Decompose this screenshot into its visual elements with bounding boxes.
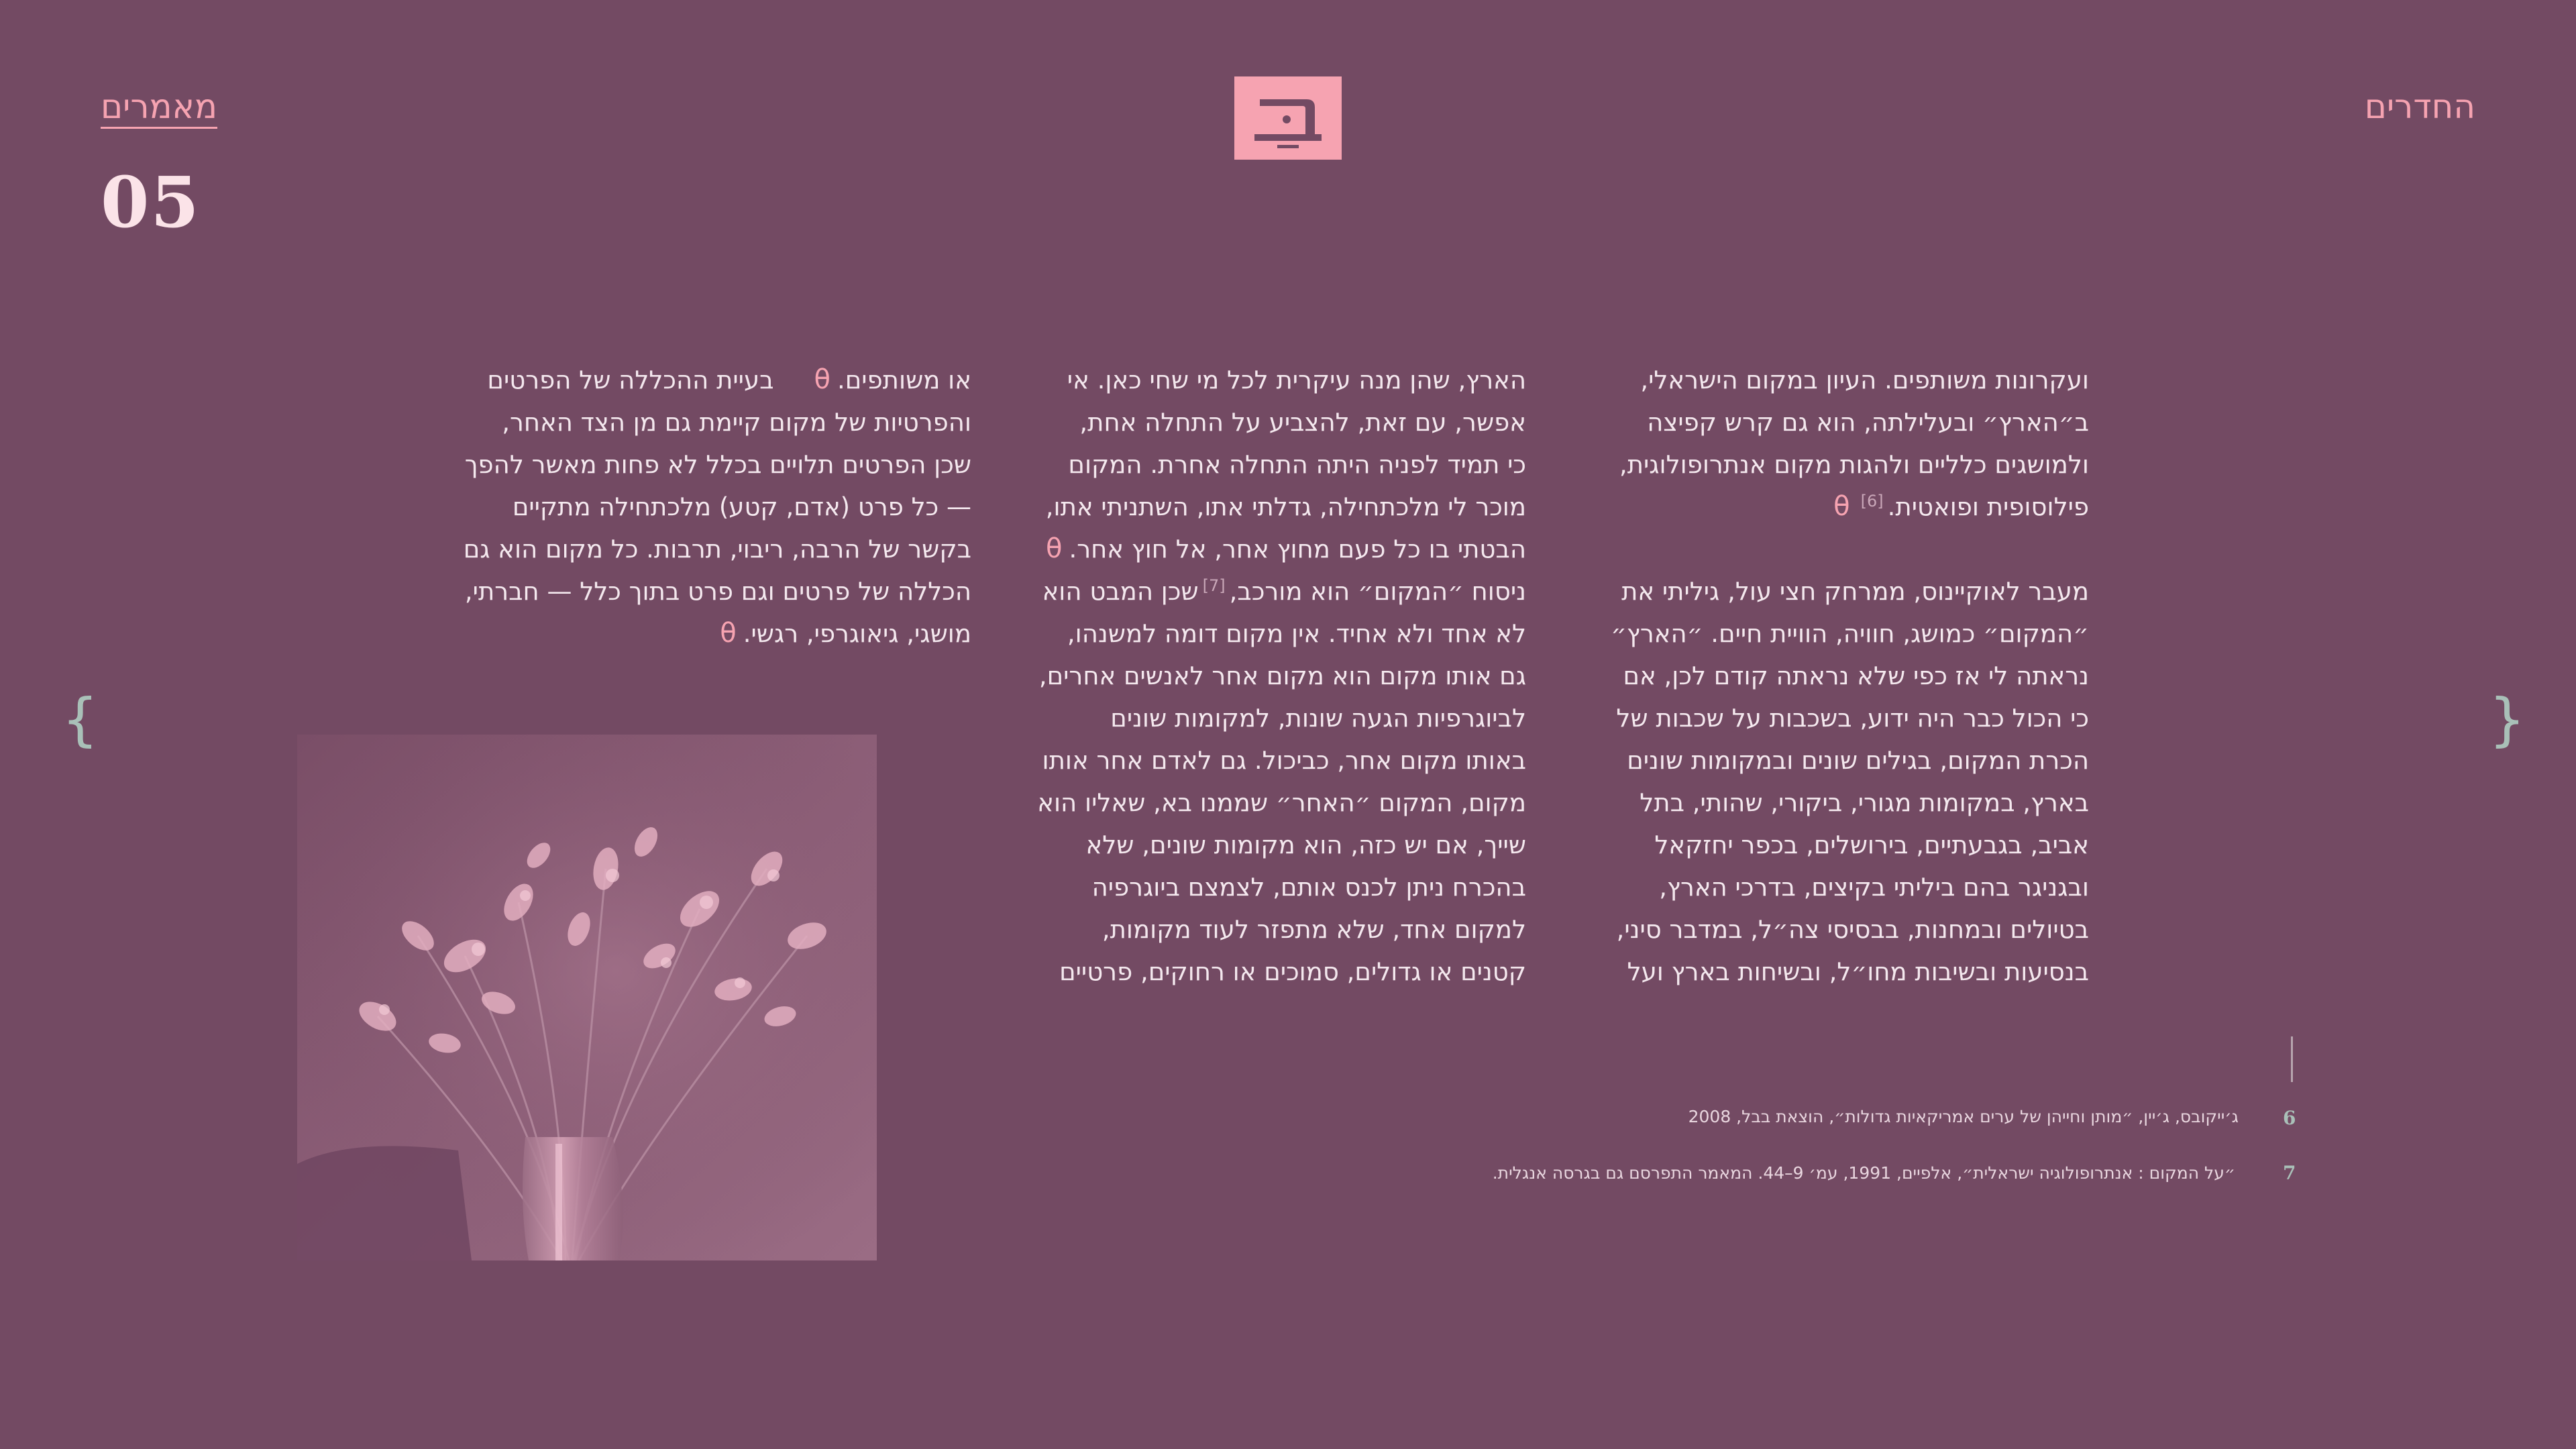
next-page-arrow-icon[interactable]: } xyxy=(2489,686,2526,753)
text-line-content: או משותפים. xyxy=(837,366,971,394)
text-line: בארץ, במקומות מגורי, ביקורי, שהותי, בתל xyxy=(1640,788,2089,817)
site-logo[interactable] xyxy=(1234,76,1342,160)
paragraph-1 xyxy=(1597,359,2089,528)
text-line: גם אותו מקום הוא מקום אחר לאנשים אחרים, xyxy=(1038,661,1526,690)
text-line: ב״הארץ״ ובעלילתה, הוא גם קרש קפיצה xyxy=(1647,408,2089,437)
text-line-content: ניסוח ״המקום״ הוא מורכב, xyxy=(1229,577,1526,606)
text-line: הכללה של פרטים וגם פרט בתוך כלל — חברתי, xyxy=(464,577,971,606)
theta-marker-icon: θ xyxy=(1833,491,1850,522)
text-line: לביוגרפיות הגעה שונות, למקומות שונים xyxy=(1110,704,1526,733)
text-line: ובגניגר בהם ביליתי בקיצים, בדרכי הארץ, xyxy=(1659,873,2089,902)
text-line: מעבר לאוקיינוס, ממרחק חצי עול, גיליתי את xyxy=(1621,577,2089,606)
text-line: למקום אחד, שלא מתפזר לעוד מקומות, xyxy=(1102,915,1526,944)
text-line xyxy=(1023,528,1526,570)
text-line xyxy=(1023,570,1526,612)
footnote-text: ״על המקום : אנתרופולוגיה ישראלית״, אלפיים, 1991, עמ׳ 9–44. המאמר התפרסם גם בגרסה אנגלית. xyxy=(1492,1163,2235,1183)
theta-marker-icon: θ xyxy=(720,618,737,649)
logo-glyph-icon xyxy=(1248,85,1328,152)
page-number: 05 xyxy=(101,161,201,244)
text-column-left xyxy=(456,359,971,655)
text-line-content: בעיית ההכללה של הפרטים xyxy=(487,366,774,394)
paragraph-3 xyxy=(1023,359,1526,993)
footnote-ref-6[interactable]: [6] xyxy=(1860,491,1884,511)
text-line: נראתה לי אז כפי שלא נראתה קודם לכן, אם xyxy=(1623,661,2089,690)
text-line: אביב, בגבעתיים, בירושלים, בכפר יחזקאל xyxy=(1654,830,2089,859)
text-line-content: פילוסופית ופואטית. xyxy=(1887,492,2089,521)
text-line: ולמושגים כלליים ולהגות מקום אנתרופולוגית, xyxy=(1619,450,2089,479)
footnote-divider xyxy=(2291,1036,2293,1082)
paragraph-4 xyxy=(456,359,971,655)
theta-marker-icon: θ xyxy=(1045,533,1063,564)
paragraph-2 xyxy=(1597,570,2089,993)
articles-nav-link[interactable]: מאמרים xyxy=(101,89,217,129)
text-line: בקשר של הרבה, ריבוי, תרבות. כל מקום הוא גם xyxy=(463,535,971,564)
text-column-right xyxy=(1597,359,2089,993)
prev-page-arrow-icon[interactable]: { xyxy=(62,686,99,753)
text-line: אפשר, עם זאת, להצביע על התחלה אחת, xyxy=(1079,408,1526,437)
text-line: לא אחד ולא אחיד. אין מקום דומה למשנהו, xyxy=(1067,619,1526,648)
text-line-content: שכן המבט הוא xyxy=(1042,577,1199,606)
text-line-content: מושגי, גיאוגרפי, רגשי. xyxy=(743,619,971,648)
text-column-middle xyxy=(1023,359,1526,993)
footnote-number: 6 xyxy=(2283,1107,2296,1129)
text-line: בטיולים ובמחנות, בבסיסי צה״ל, במדבר סיני, xyxy=(1616,915,2089,944)
text-line: הארץ, שהן מנה עיקרית לכל מי שחי כאן. אי xyxy=(1067,366,1526,394)
rooms-nav-link[interactable]: החדרים xyxy=(2364,87,2475,126)
text-line: ״המקום״ כמושג, חוויה, הוויית חיים. ״הארץ״ xyxy=(1611,619,2089,648)
text-line: כי הכול כבר היה ידוע, בשכבות על שכבות של xyxy=(1616,704,2089,733)
text-line xyxy=(456,612,971,655)
text-line: בנסיעות ובשיבות מחו״ל, ובשיחות בארץ ועל xyxy=(1627,957,2089,986)
text-line: והפרטיות של מקום קיימת גם מן הצד האחר, xyxy=(502,408,971,437)
text-line: מקום, המקום ״האחר״ שממנו בא, שאליו הוא xyxy=(1037,788,1526,817)
text-line: שייך, אם יש כזה, הוא מקומות שונים, שלא xyxy=(1085,830,1526,859)
footnote-number: 7 xyxy=(2283,1162,2296,1184)
text-line xyxy=(1597,486,2089,528)
text-line: קטנים או גדולים, סמוכים או רחוקים, פרטיים xyxy=(1059,957,1526,986)
theta-marker-icon: θ xyxy=(814,364,830,395)
text-line xyxy=(456,359,971,401)
footnote-text: ג׳ייקובס, ג׳יין, ״מותן וחייהן של ערים אמריקאיות גדולות״, הוצאת בבל, 2008 xyxy=(1688,1107,2239,1126)
text-line: ועקרונות משותפים. העיון במקום הישראלי, xyxy=(1640,366,2089,394)
text-line: הכרת המקום, בגילים שונים ובמקומות שונים xyxy=(1627,746,2089,775)
text-line: בהכרח ניתן לכנס אותם, לצמצם ביוגרפיה xyxy=(1091,873,1526,902)
text-line: באותו מקום אחר, כביכול. גם לאדם אחר אותו xyxy=(1042,746,1526,775)
text-line: — כל פרט (אדם, קטע) מלכתחילה מתקיים xyxy=(512,492,971,521)
text-line: כי תמיד לפניה היתה התחלה אחרת. המקום xyxy=(1068,450,1526,479)
flowers-photo xyxy=(297,735,877,1260)
text-line: מוכר לי מלכתחילה, גדלתי אתו, השתניתי אתו, xyxy=(1045,492,1526,521)
footnote-ref-7[interactable]: [7] xyxy=(1202,576,1226,595)
text-line: שכן הפרטים תלויים בכלל לא פחות מאשר להפך xyxy=(464,450,971,479)
text-line-content: הבטתי בו כל פעם מחוץ אחר, אל חוץ אחר. xyxy=(1069,535,1526,564)
